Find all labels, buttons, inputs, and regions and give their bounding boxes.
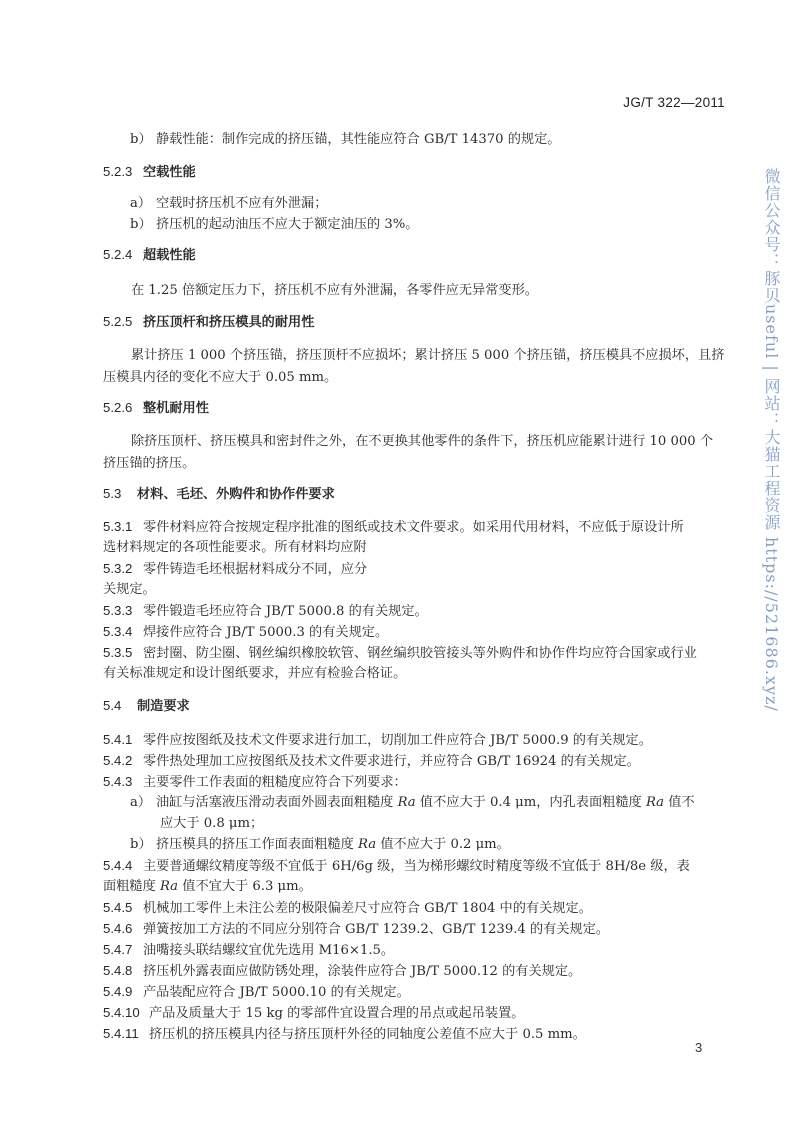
- page-number: 3: [695, 1040, 703, 1055]
- ra-symbol: Ra: [358, 837, 377, 852]
- clause-number: 5.4.3: [103, 774, 133, 789]
- section-heading: [103, 246, 196, 265]
- clause-text: 主要普通螺纹精度等级不宜低于 6H/6g 级，当为梯形螺纹时精度等级不宜低于 8H/8e 级，表: [143, 859, 690, 874]
- section-title: 挤压顶杆和挤压模具的耐用性: [143, 315, 315, 330]
- clause-text: 零件材料应符合按规定程序批准的图纸或技术文件要求。如采用代用材料，不应低于原设计所: [143, 520, 684, 535]
- clause-text: 值不宜大于 6.3 μm。: [178, 879, 312, 894]
- clause-number: 5.3.4: [103, 624, 133, 639]
- clause-number: 5.4.6: [103, 921, 133, 936]
- item-label: b）: [130, 217, 152, 232]
- clause-text: 零件锻造毛坯应符合 JB/T 5000.8 的有关规定。: [143, 604, 428, 619]
- paragraph: 在 1.25 倍额定压力下，挤压机不应有外泄漏，各零件应无异常变形。: [131, 283, 538, 298]
- clause: [103, 518, 684, 537]
- clause-number: 5.4.10: [103, 1005, 140, 1020]
- section-number: 5.2.6: [103, 400, 133, 415]
- list-item: [130, 195, 327, 213]
- clause-text: 面粗糙度: [103, 879, 160, 894]
- section-heading: [103, 399, 209, 418]
- clause-text: 产品装配应符合 JB/T 5000.10 的有关规定。: [143, 985, 410, 1000]
- section-title: 整机耐用性: [143, 401, 209, 416]
- section-number: 5.3: [103, 486, 122, 501]
- clause-number: 5.3.5: [103, 645, 133, 660]
- clause: [103, 962, 581, 981]
- clause: [103, 731, 652, 750]
- clause-text: 零件热处理加工应按图纸及技术文件要求进行，并应符合 GB/T 16924 的有关规定。: [143, 754, 640, 769]
- list-item: [130, 794, 695, 812]
- watermark: 微信公众号：豚贝useful | 网站：大猫工程资源 https://521686.xyz/: [762, 168, 781, 712]
- item-text: 空载时挤压机不应有外泄漏；: [156, 196, 328, 211]
- section-number: 5.4: [103, 698, 122, 713]
- section-heading: [103, 485, 335, 504]
- item-text: 值不: [664, 795, 695, 810]
- clause-number: 5.4.2: [103, 753, 133, 768]
- section-title: 超载性能: [143, 248, 196, 263]
- clause-text: 零件铸造毛坯根据材料成分不同，应分: [143, 562, 368, 577]
- paragraph: 累计挤压 1 000 个挤压锚，挤压顶杆不应损坏；累计挤压 5 000 个挤压锚，挤压模具不应损坏，且挤: [131, 348, 725, 363]
- section-heading: [103, 163, 196, 182]
- item-label: a）: [130, 795, 152, 810]
- clause: [103, 560, 367, 579]
- list-item: [130, 131, 561, 149]
- clause-text: 弹簧按加工方法的不同应分别符合 GB/T 1239.2、GB/T 1239.4 的有关规定。: [143, 922, 610, 937]
- clause: [103, 623, 388, 642]
- ra-symbol: Ra: [159, 879, 179, 894]
- clause-number: 5.3.1: [103, 519, 133, 534]
- clause: [103, 920, 609, 939]
- list-item: [130, 836, 510, 854]
- item-text: 值不应大于 0.4 μm，内孔表面粗糙度: [415, 795, 646, 810]
- clause-continuation: [103, 878, 312, 896]
- item-text: 挤压机的起动油压不应大于额定油压的 3%。: [156, 217, 419, 232]
- section-title: 空载性能: [143, 165, 196, 180]
- clause: [103, 857, 690, 876]
- clause-number: 5.4.9: [103, 984, 133, 999]
- section-title: 材料、毛坯、外购件和协作件要求: [137, 487, 335, 502]
- section-number: 5.2.5: [103, 314, 133, 329]
- item-label: b）: [130, 132, 152, 147]
- clause-text: 主要零件工作表面的粗糙度应符合下列要求：: [143, 775, 407, 790]
- clause-text: 产品及质量大于 15 kg 的零部件宜设置合理的吊点或起吊装置。: [149, 1006, 525, 1021]
- item-text: 静载性能：制作完成的挤压锚，其性能应符合 GB/T 14370 的规定。: [156, 132, 561, 147]
- obscuring-overlay: [383, 544, 735, 584]
- clause-text: 机械加工零件上未注公差的极限偏差尺寸应符合 GB/T 1804 中的有关规定。: [143, 901, 592, 916]
- section-number: 5.2.4: [103, 247, 133, 262]
- clause: [103, 983, 410, 1002]
- item-text: 油缸与活塞液压滑动表面外圆表面粗糙度: [156, 795, 398, 810]
- section-title: 制造要求: [137, 699, 190, 714]
- clause-number: 5.3.2: [103, 561, 133, 576]
- section-number: 5.2.3: [103, 164, 133, 179]
- clause-number: 5.4.5: [103, 900, 133, 915]
- item-label: b）: [130, 837, 152, 852]
- clause-number: 5.4.4: [103, 858, 133, 873]
- clause-number: 5.3.3: [103, 603, 133, 618]
- clause-continuation: 关规定。: [103, 582, 156, 597]
- clause-continuation: 选材料规定的各项性能要求。所有材料均应附: [103, 540, 367, 555]
- paragraph: 除挤压顶杆、挤压模具和密封件之外，在不更换其他零件的条件下，挤压机应能累计进行 10 000 个: [131, 434, 714, 449]
- clause-number: 5.4.1: [103, 732, 133, 747]
- section-heading: [103, 313, 314, 332]
- clause: [103, 1025, 586, 1044]
- clause: [103, 752, 640, 771]
- clause: [103, 773, 407, 792]
- clause-text: 挤压机外露表面应做防锈处理，涂装件应符合 JB/T 5000.12 的有关规定。: [143, 964, 582, 979]
- standard-code: JG/T 322—2011: [623, 95, 725, 110]
- list-item-continuation: 应大于 0.8 μm；: [160, 816, 264, 831]
- ra-symbol: Ra: [397, 795, 416, 810]
- clause: [103, 1004, 524, 1023]
- clause-text: 挤压机的挤压模具内径与挤压顶杆外径的同轴度公差值不应大于 0.5 mm。: [149, 1027, 586, 1042]
- item-text: 值不应大于 0.2 μm。: [376, 837, 510, 852]
- ra-symbol: Ra: [645, 795, 665, 810]
- item-text: 挤压模具的挤压工作面表面粗糙度: [156, 837, 359, 852]
- paragraph-continuation: 压模具内径的变化不应大于 0.05 mm。: [103, 370, 338, 385]
- clause: [103, 941, 394, 960]
- clause: [103, 602, 428, 621]
- clause-text: 密封圈、防尘圈、钢丝编织橡胶软管、钢丝编织胶管接头等外购件和协作件均应符合国家或行业: [143, 646, 697, 661]
- list-item: [130, 216, 419, 234]
- section-heading: [103, 697, 190, 716]
- clause-text: 焊接件应符合 JB/T 5000.3 的有关规定。: [143, 625, 389, 640]
- clause-number: 5.4.11: [103, 1026, 139, 1041]
- clause: [103, 899, 592, 918]
- item-label: a）: [130, 196, 152, 211]
- clause-text: 零件应按图纸及技术文件要求进行加工，切削加工件应符合 JB/T 5000.9 的有关规定。: [143, 733, 652, 748]
- clause: [103, 644, 697, 663]
- paragraph-continuation: 挤压锚的挤压。: [103, 456, 196, 471]
- clause-number: 5.4.8: [103, 963, 133, 978]
- clause-number: 5.4.7: [103, 942, 133, 957]
- clause-continuation: 有关标准规定和设计图纸要求，并应有检验合格证。: [103, 666, 407, 681]
- clause-text: 油嘴接头联结螺纹宜优先选用 M16×1.5。: [143, 943, 395, 958]
